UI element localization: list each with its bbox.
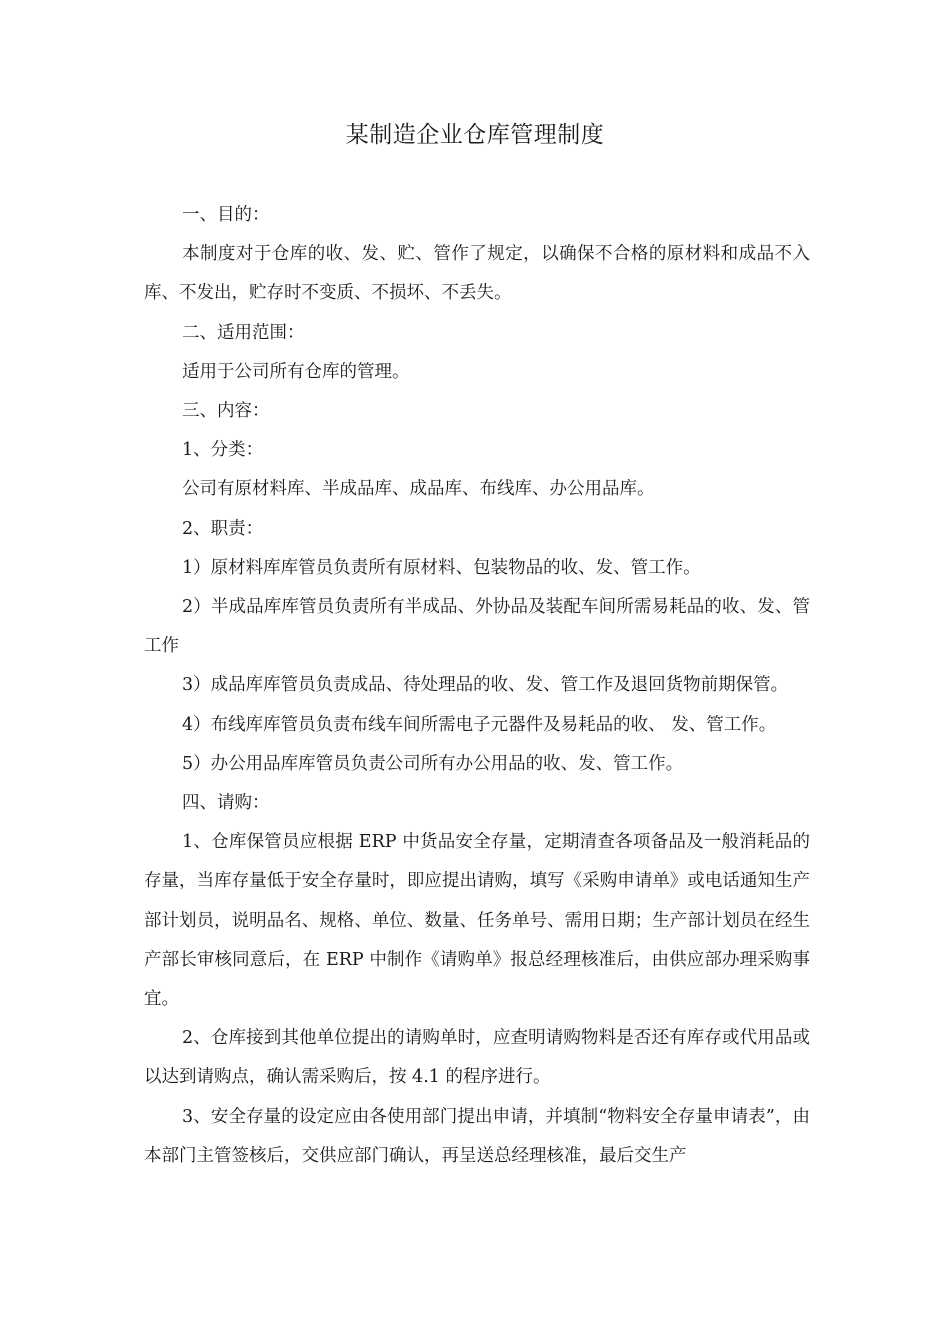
paragraph: 1、仓库保管员应根据 ERP 中货品安全存量，定期清查各项备品及一般消耗品的存量，当库存量低于安全存量时，即应提出请购，填写《采购申请单》或电话通知生产部计划员，说明品名、规格、单位、数量、任务单号、需用日期；生产部计划员在经生产部长审核同意后，在 ERP 中制作《请购单》报总经理核准后，由供应部办理采购事宜。 bbox=[144, 832, 810, 1010]
section-heading-content: 三、内容： bbox=[182, 401, 270, 422]
paragraph: 公司有原材料库、半成品库、成品库、布线库、办公用品库。 bbox=[182, 479, 655, 500]
section-heading-scope: 二、适用范围： bbox=[182, 322, 305, 343]
document-title: 某制造企业仓库管理制度 bbox=[345, 122, 605, 148]
subheading-responsibilities: 2、职责： bbox=[182, 518, 264, 539]
list-item: 1）原材料库库管员负责所有原材料、包装物品的收、发、管工作。 bbox=[182, 557, 701, 578]
section-heading-purpose: 一、目的： bbox=[182, 205, 270, 225]
list-item: 4）布线库库管员负责布线车间所需电子元器件及易耗品的收、 发、管工作。 bbox=[182, 714, 777, 735]
paragraph: 适用于公司所有仓库的管理。 bbox=[182, 361, 410, 382]
paragraph: 2、仓库接到其他单位提出的请购单时，应查明请购物料是否还有库存或代用品或以达到请购点，确认需采购后，按 4.1 的程序进行。 bbox=[144, 1028, 810, 1088]
list-item: 3）成品库库管员负责成品、待处理品的收、发、管工作及退回货物前期保管。 bbox=[182, 675, 789, 696]
list-item: 2）半成品库库管员负责所有半成品、外协品及装配车间所需易耗品的收、发、管工作 bbox=[144, 597, 810, 657]
paragraph: 本制度对于仓库的收、发、贮、管作了规定，以确保不合格的原材料和成品不入库、不发出，贮存时不变质、不损坏、不丢失。 bbox=[144, 244, 810, 304]
section-heading-requisition: 四、请购： bbox=[182, 793, 270, 814]
document-body bbox=[144, 196, 810, 1176]
paragraph: 3、安全存量的设定应由各使用部门提出申请，并填制“物料安全存量申请表”，由本部门主管签核后，交供应部门确认，再呈送总经理核准，最后交生产 bbox=[144, 1106, 810, 1166]
list-item: 5）办公用品库库管员负责公司所有办公用品的收、发、管工作。 bbox=[182, 753, 684, 774]
subheading-classification: 1、分类： bbox=[182, 440, 264, 461]
